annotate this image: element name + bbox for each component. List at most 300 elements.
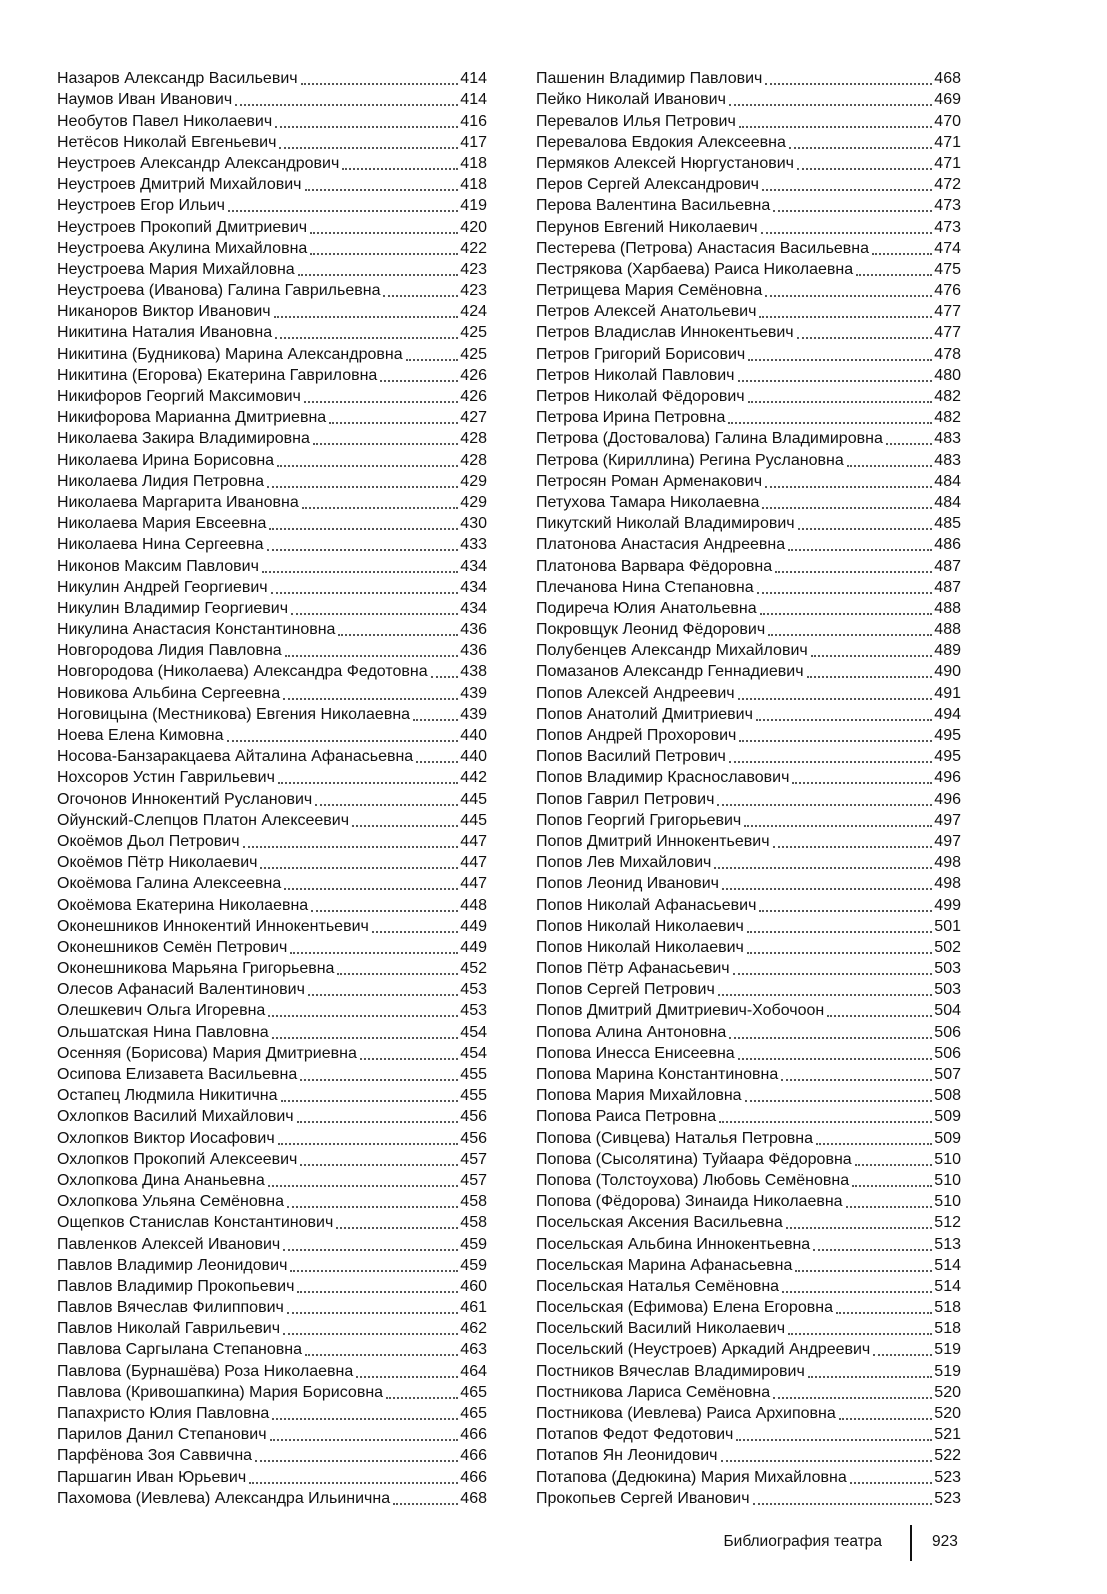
index-column-right bbox=[536, 68, 961, 1509]
index-entry bbox=[57, 1318, 487, 1339]
dot-leader bbox=[747, 952, 932, 954]
index-entry bbox=[536, 831, 961, 852]
entry-name: Попова Марина Константиновна bbox=[536, 1066, 779, 1083]
entry-name: Неустроев Егор Ильич bbox=[57, 197, 225, 215]
dot-leader bbox=[262, 571, 458, 573]
entry-name: Неустроев Прокопий Дмитриевич bbox=[57, 218, 308, 236]
dot-leader bbox=[738, 698, 933, 700]
index-entry bbox=[536, 1043, 961, 1064]
index-entry bbox=[536, 788, 961, 809]
dot-leader bbox=[270, 1439, 459, 1441]
entry-page-number: 474 bbox=[934, 239, 961, 257]
entry-name: Николаева Ирина Борисовна bbox=[57, 451, 275, 469]
entry-name: Окоёмова Галина Алексеевна bbox=[57, 875, 282, 893]
entry-name: Пермяков Алексей Нюргустанович bbox=[536, 154, 795, 172]
entry-name: Охлопков Виктор Иосафович bbox=[57, 1129, 275, 1147]
entry-page-number: 514 bbox=[934, 1256, 961, 1274]
dot-leader bbox=[356, 1376, 458, 1378]
entry-page-number: 519 bbox=[934, 1362, 961, 1380]
entry-name: Неустроева Мария Михайловна bbox=[57, 260, 295, 278]
dot-leader bbox=[305, 189, 459, 191]
entry-name: Никулина Анастасия Константиновна bbox=[57, 621, 336, 639]
index-entry bbox=[536, 365, 961, 386]
entry-name: Помазанов Александр Геннадиевич bbox=[536, 663, 804, 681]
index-entry bbox=[57, 1445, 487, 1466]
dot-leader bbox=[301, 83, 459, 85]
entry-page-number: 484 bbox=[934, 472, 961, 490]
index-entry bbox=[57, 746, 487, 767]
dot-leader bbox=[761, 232, 933, 234]
index-entry bbox=[57, 640, 487, 661]
entry-page-number: 439 bbox=[460, 705, 487, 723]
entry-name: Новгородова (Николаева) Александра Федотовна bbox=[57, 663, 428, 681]
dot-leader bbox=[277, 465, 458, 467]
entry-name: Пестрякова (Харбаева) Раиса Николаевна bbox=[536, 260, 854, 278]
dot-leader bbox=[782, 1291, 932, 1293]
entry-name: Николаева Нина Сергеевна bbox=[57, 536, 264, 554]
index-entry bbox=[536, 386, 961, 407]
dot-leader bbox=[816, 1143, 932, 1145]
entry-page-number: 418 bbox=[460, 176, 487, 194]
dot-leader bbox=[762, 189, 932, 191]
entry-name: Посельская Марина Афанасьевна bbox=[536, 1256, 793, 1274]
index-entry bbox=[57, 661, 487, 682]
index-entry bbox=[57, 682, 487, 703]
index-entry bbox=[57, 1382, 487, 1403]
index-entry bbox=[57, 153, 487, 174]
index-entry bbox=[57, 1424, 487, 1445]
dot-leader bbox=[290, 952, 458, 954]
index-entry bbox=[536, 1382, 961, 1403]
entry-name: Посельская Аксения Васильевна bbox=[536, 1214, 783, 1232]
index-entry bbox=[536, 1212, 961, 1233]
dot-leader bbox=[279, 147, 458, 149]
entry-page-number: 478 bbox=[934, 345, 961, 363]
index-entry bbox=[57, 831, 487, 852]
index-entry bbox=[57, 428, 487, 449]
dot-leader bbox=[856, 274, 932, 276]
dot-leader bbox=[275, 337, 458, 339]
entry-name: Павлов Вячеслав Филиппович bbox=[57, 1299, 284, 1317]
entry-page-number: 465 bbox=[460, 1383, 487, 1401]
entry-page-number: 496 bbox=[934, 769, 961, 787]
entry-name: Ольшатская Нина Павловна bbox=[57, 1023, 269, 1041]
index-entry bbox=[57, 322, 487, 343]
dot-leader bbox=[736, 1439, 932, 1441]
entry-name: Папахристо Юлия Павловна bbox=[57, 1405, 270, 1422]
entry-page-number: 506 bbox=[934, 1044, 961, 1062]
entry-page-number: 448 bbox=[460, 896, 487, 914]
entry-name: Попова Раиса Петровна bbox=[536, 1108, 717, 1126]
index-entry bbox=[57, 1000, 487, 1021]
entry-page-number: 423 bbox=[460, 260, 487, 278]
entry-page-number: 466 bbox=[460, 1426, 487, 1444]
dot-leader bbox=[360, 1058, 458, 1060]
dot-leader bbox=[756, 719, 932, 721]
index-entry bbox=[57, 1297, 487, 1318]
entry-page-number: 468 bbox=[460, 1489, 487, 1507]
index-entry bbox=[536, 1318, 961, 1339]
index-entry bbox=[536, 492, 961, 513]
index-entry bbox=[57, 1403, 487, 1424]
dot-leader bbox=[274, 316, 459, 318]
dot-leader bbox=[721, 1460, 933, 1462]
entry-page-number: 504 bbox=[934, 1002, 961, 1020]
entry-page-number: 521 bbox=[934, 1426, 961, 1444]
entry-name: Охлопков Прокопий Алексеевич bbox=[57, 1150, 298, 1168]
index-entry bbox=[536, 1339, 961, 1360]
entry-page-number: 518 bbox=[934, 1320, 961, 1338]
entry-page-number: 452 bbox=[460, 960, 487, 978]
dot-leader bbox=[807, 676, 933, 678]
entry-name: Ощепков Станислав Константинович bbox=[57, 1214, 334, 1232]
entry-name: Осенняя (Борисова) Мария Дмитриевна bbox=[57, 1044, 357, 1062]
index-entry bbox=[536, 1106, 961, 1127]
dot-leader bbox=[290, 1270, 458, 1272]
index-entry bbox=[57, 937, 487, 958]
dot-leader bbox=[846, 1206, 933, 1208]
entry-name: Никитина Наталия Ивановна bbox=[57, 324, 273, 342]
entry-name: Нетёсов Николай Евгеньевич bbox=[57, 133, 277, 151]
dot-leader bbox=[413, 719, 458, 721]
entry-name: Попов Георгий Григорьевич bbox=[536, 811, 742, 829]
dot-leader bbox=[342, 168, 458, 170]
entry-page-number: 447 bbox=[460, 854, 487, 872]
index-entry bbox=[536, 259, 961, 280]
dot-leader bbox=[839, 1418, 933, 1420]
dot-leader bbox=[298, 274, 459, 276]
entry-page-number: 473 bbox=[934, 197, 961, 215]
entry-name: Платонова Анастасия Андреевна bbox=[536, 536, 786, 554]
index-entry bbox=[57, 492, 487, 513]
entry-page-number: 513 bbox=[934, 1235, 961, 1253]
entry-name: Павлов Владимир Леонидович bbox=[57, 1256, 288, 1274]
dot-leader bbox=[827, 1015, 932, 1017]
index-entry bbox=[536, 216, 961, 237]
index-entry bbox=[536, 746, 961, 767]
entry-page-number: 510 bbox=[934, 1150, 961, 1168]
entry-name: Посельская (Ефимова) Елена Егоровна bbox=[536, 1299, 833, 1317]
index-entry bbox=[57, 89, 487, 110]
entry-name: Оконешникова Марьяна Григорьевна bbox=[57, 960, 335, 978]
entry-name: Попов Пётр Афанасьевич bbox=[536, 960, 730, 978]
index-entry bbox=[536, 322, 961, 343]
entry-page-number: 470 bbox=[934, 112, 961, 130]
index-entry bbox=[57, 1191, 487, 1212]
footer-title: Библиография театра bbox=[723, 1533, 882, 1550]
entry-name: Петрова Ирина Петровна bbox=[536, 409, 726, 427]
dot-leader bbox=[287, 1312, 458, 1314]
entry-name: Охлопков Василий Михайлович bbox=[57, 1108, 294, 1126]
dot-leader bbox=[773, 846, 933, 848]
dot-leader bbox=[847, 465, 933, 467]
index-entry bbox=[57, 386, 487, 407]
entry-page-number: 447 bbox=[460, 832, 487, 850]
entry-name: Подиреча Юлия Анатольевна bbox=[536, 599, 757, 617]
dot-leader bbox=[729, 104, 932, 106]
index-entry bbox=[57, 365, 487, 386]
index-entry bbox=[57, 577, 487, 598]
entry-page-number: 416 bbox=[460, 112, 487, 130]
index-entry bbox=[57, 216, 487, 237]
dot-leader bbox=[775, 571, 932, 573]
index-entry bbox=[57, 1043, 487, 1064]
entry-name: Никитина (Будникова) Марина Александровна bbox=[57, 345, 403, 363]
dot-leader bbox=[297, 1121, 459, 1123]
index-entry bbox=[536, 1488, 961, 1509]
entry-name: Неустроева (Иванова) Галина Гаврильевна bbox=[57, 282, 381, 300]
index-entry bbox=[57, 704, 487, 725]
index-entry bbox=[57, 979, 487, 1000]
entry-page-number: 472 bbox=[934, 176, 961, 194]
index-entry bbox=[57, 280, 487, 301]
dot-leader bbox=[315, 804, 458, 806]
index-entry bbox=[536, 1000, 961, 1021]
entry-name: Перевалов Илья Петрович bbox=[536, 112, 736, 130]
entry-page-number: 507 bbox=[934, 1066, 961, 1083]
entry-name: Петров Алексей Анатольевич bbox=[536, 303, 757, 321]
entry-name: Попов Андрей Прохорович bbox=[536, 727, 737, 744]
index-entry bbox=[57, 555, 487, 576]
index-entry bbox=[57, 1106, 487, 1127]
index-entry bbox=[536, 1466, 961, 1487]
entry-page-number: 445 bbox=[460, 790, 487, 808]
entry-page-number: 476 bbox=[934, 282, 961, 300]
index-entry bbox=[536, 534, 961, 555]
dot-leader bbox=[759, 316, 932, 318]
entry-page-number: 457 bbox=[460, 1150, 487, 1168]
dot-leader bbox=[297, 1291, 458, 1293]
entry-page-number: 483 bbox=[934, 451, 961, 469]
entry-page-number: 453 bbox=[460, 1002, 487, 1020]
entry-name: Окоёмов Пётр Николаевич bbox=[57, 854, 258, 872]
index-entry bbox=[57, 343, 487, 364]
entry-name: Пикутский Николай Владимирович bbox=[536, 515, 795, 533]
dot-leader bbox=[338, 634, 458, 636]
entry-name: Необутов Павел Николаевич bbox=[57, 112, 273, 130]
entry-name: Окоёмова Екатерина Николаевна bbox=[57, 896, 309, 914]
entry-name: Остапец Людмила Никитична bbox=[57, 1087, 278, 1105]
entry-page-number: 449 bbox=[460, 917, 487, 935]
entry-name: Попов Лев Михайлович bbox=[536, 854, 712, 872]
index-entry bbox=[57, 1212, 487, 1233]
entry-name: Петросян Роман Арменакович bbox=[536, 472, 763, 490]
dot-leader bbox=[228, 210, 458, 212]
entry-name: Перевалова Евдокия Алексеевна bbox=[536, 133, 786, 151]
entry-name: Попова Инесса Енисеевна bbox=[536, 1044, 735, 1062]
dot-leader bbox=[788, 549, 932, 551]
entry-name: Попов Дмитрий Иннокентьевич bbox=[536, 832, 770, 850]
entry-page-number: 520 bbox=[934, 1405, 961, 1422]
entry-page-number: 466 bbox=[460, 1447, 487, 1465]
index-entry bbox=[57, 238, 487, 259]
index-entry bbox=[57, 1360, 487, 1381]
index-entry bbox=[57, 449, 487, 470]
entry-name: Потапова (Дедюкина) Мария Михайловна bbox=[536, 1468, 847, 1486]
dot-leader bbox=[811, 655, 933, 657]
dot-leader bbox=[765, 83, 932, 85]
index-entry bbox=[57, 852, 487, 873]
entry-page-number: 454 bbox=[460, 1044, 487, 1062]
index-entry bbox=[57, 1170, 487, 1191]
index-entry bbox=[536, 894, 961, 915]
index-entry bbox=[57, 916, 487, 937]
index-entry bbox=[536, 619, 961, 640]
entry-name: Попов Леонид Иванович bbox=[536, 875, 719, 893]
entry-page-number: 422 bbox=[460, 239, 487, 257]
entry-page-number: 488 bbox=[934, 621, 961, 639]
dot-leader bbox=[739, 126, 932, 128]
dot-leader bbox=[797, 337, 933, 339]
entry-page-number: 459 bbox=[460, 1256, 487, 1274]
index-entry bbox=[536, 873, 961, 894]
entry-name: Окоёмов Дьол Петрович bbox=[57, 832, 240, 850]
entry-page-number: 497 bbox=[934, 811, 961, 829]
entry-page-number: 459 bbox=[460, 1235, 487, 1253]
dot-leader bbox=[836, 1312, 932, 1314]
entry-page-number: 423 bbox=[460, 282, 487, 300]
entry-page-number: 475 bbox=[934, 260, 961, 278]
entry-name: Парилов Данил Степанович bbox=[57, 1426, 267, 1444]
index-entry bbox=[536, 1255, 961, 1276]
entry-name: Прокопьев Сергей Иванович bbox=[536, 1489, 750, 1507]
index-entry bbox=[57, 407, 487, 428]
dot-leader bbox=[718, 994, 933, 996]
entry-page-number: 436 bbox=[460, 621, 487, 639]
entry-name: Петрова (Кириллина) Регина Руслановна bbox=[536, 451, 844, 469]
entry-page-number: 503 bbox=[934, 981, 961, 999]
entry-name: Пестерева (Петрова) Анастасия Васильевна bbox=[536, 239, 870, 257]
entry-name: Неустроев Александр Александрович bbox=[57, 154, 340, 172]
entry-page-number: 417 bbox=[460, 133, 487, 151]
dot-leader bbox=[768, 634, 932, 636]
entry-name: Паршагин Иван Юрьевич bbox=[57, 1468, 247, 1486]
dot-leader bbox=[729, 1037, 932, 1039]
entry-name: Охлопкова Дина Ананьевна bbox=[57, 1171, 265, 1189]
dot-leader bbox=[249, 1482, 458, 1484]
entry-page-number: 480 bbox=[934, 366, 961, 384]
entry-name: Постников Вячеслав Владимирович bbox=[536, 1362, 805, 1380]
index-entry bbox=[57, 1085, 487, 1106]
index-entry bbox=[536, 1403, 961, 1424]
dot-leader bbox=[744, 825, 932, 827]
dot-leader bbox=[300, 1164, 458, 1166]
dot-leader bbox=[311, 910, 458, 912]
entry-name: Павлова (Кривошапкина) Мария Борисовна bbox=[57, 1383, 384, 1401]
dot-leader bbox=[748, 401, 933, 403]
entry-page-number: 522 bbox=[934, 1447, 961, 1465]
entry-name: Павлова (Бурнашёва) Роза Николаевна bbox=[57, 1362, 354, 1380]
dot-leader bbox=[714, 867, 932, 869]
entry-page-number: 487 bbox=[934, 557, 961, 575]
entry-name: Николаева Маргарита Ивановна bbox=[57, 493, 299, 511]
entry-page-number: 433 bbox=[460, 536, 487, 554]
dot-leader bbox=[850, 1482, 933, 1484]
index-entry bbox=[536, 301, 961, 322]
dot-leader bbox=[886, 443, 932, 445]
entry-name: Оконешников Иннокентий Иннокентьевич bbox=[57, 917, 369, 935]
entry-name: Попов Василий Петрович bbox=[536, 748, 726, 766]
index-entry bbox=[536, 153, 961, 174]
index-entry bbox=[536, 1127, 961, 1148]
entry-name: Оконешников Семён Петрович bbox=[57, 938, 288, 956]
entry-page-number: 482 bbox=[934, 409, 961, 427]
dot-leader bbox=[283, 698, 458, 700]
entry-page-number: 456 bbox=[460, 1129, 487, 1147]
dot-leader bbox=[855, 1164, 933, 1166]
entry-name: Никитина (Егорова) Екатерина Гавриловна bbox=[57, 366, 378, 384]
entry-page-number: 456 bbox=[460, 1108, 487, 1126]
entry-page-number: 477 bbox=[934, 303, 961, 321]
entry-page-number: 424 bbox=[460, 303, 487, 321]
entry-page-number: 488 bbox=[934, 599, 961, 617]
dot-leader bbox=[336, 1227, 458, 1229]
entry-page-number: 458 bbox=[460, 1193, 487, 1211]
dot-leader bbox=[757, 592, 933, 594]
dot-leader bbox=[337, 973, 458, 975]
index-entry bbox=[57, 471, 487, 492]
entry-name: Николаева Мария Евсеевна bbox=[57, 515, 267, 533]
index-entry bbox=[57, 788, 487, 809]
index-entry bbox=[57, 68, 487, 89]
index-entry bbox=[57, 619, 487, 640]
dot-leader bbox=[789, 147, 932, 149]
entry-name: Наумов Иван Иванович bbox=[57, 91, 233, 109]
dot-leader bbox=[291, 613, 458, 615]
index-entry bbox=[57, 1276, 487, 1297]
dot-leader bbox=[269, 528, 458, 530]
entry-page-number: 449 bbox=[460, 938, 487, 956]
index-entry bbox=[57, 1149, 487, 1170]
entry-page-number: 420 bbox=[460, 218, 487, 236]
entry-name: Попов Николай Афанасьевич bbox=[536, 896, 757, 914]
index-entry bbox=[57, 958, 487, 979]
dot-leader bbox=[788, 1333, 932, 1335]
entry-page-number: 447 bbox=[460, 875, 487, 893]
entry-page-number: 501 bbox=[934, 917, 961, 935]
dot-leader bbox=[773, 210, 932, 212]
entry-name: Попов Владимир Краснославович bbox=[536, 769, 790, 787]
entry-page-number: 436 bbox=[460, 642, 487, 660]
index-entry bbox=[536, 343, 961, 364]
index-entry bbox=[536, 68, 961, 89]
entry-page-number: 430 bbox=[460, 515, 487, 533]
entry-page-number: 460 bbox=[460, 1277, 487, 1295]
dot-leader bbox=[284, 888, 458, 890]
dot-leader bbox=[283, 1249, 458, 1251]
dot-leader bbox=[275, 126, 458, 128]
entry-name: Павлова Саргылана Степановна bbox=[57, 1341, 303, 1359]
dot-leader bbox=[243, 846, 459, 848]
entry-page-number: 425 bbox=[460, 324, 487, 342]
entry-page-number: 477 bbox=[934, 324, 961, 342]
entry-name: Попова (Сивцева) Наталья Петровна bbox=[536, 1129, 813, 1147]
index-entry bbox=[57, 259, 487, 280]
index-entry bbox=[536, 1191, 961, 1212]
entry-name: Перунов Евгений Николаевич bbox=[536, 218, 758, 236]
entry-name: Попов Алексей Андреевич bbox=[536, 684, 735, 702]
dot-leader bbox=[773, 1397, 932, 1399]
dot-leader bbox=[719, 1121, 932, 1123]
dot-leader bbox=[722, 888, 932, 890]
entry-page-number: 509 bbox=[934, 1129, 961, 1147]
index-entry bbox=[536, 979, 961, 1000]
entry-page-number: 498 bbox=[934, 854, 961, 872]
index-entry bbox=[536, 640, 961, 661]
index-entry bbox=[57, 1339, 487, 1360]
entry-name: Попов Николай Николаевич bbox=[536, 938, 744, 956]
entry-page-number: 506 bbox=[934, 1023, 961, 1041]
